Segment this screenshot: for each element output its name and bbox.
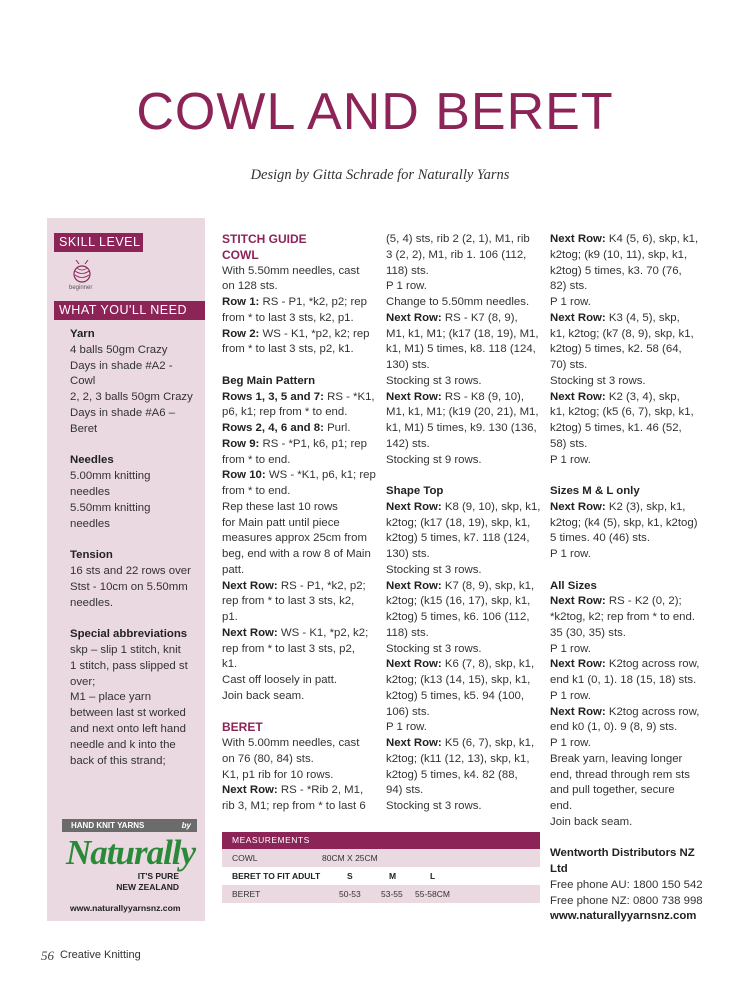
table-cell: 80CM X 25CM — [322, 853, 378, 863]
what-you-need-label: WHAT YOU'LL NEED — [54, 301, 205, 320]
beg-main-heading: Beg Main Pattern — [222, 374, 316, 387]
needles-line: needles — [70, 517, 110, 530]
row-text: K2tog across row, end k1 (0, 1). 18 (15, 18) sts. P 1 row. — [550, 658, 700, 702]
row-text: Purl. — [323, 422, 351, 434]
tension-line: 16 sts and 22 rows over — [70, 564, 191, 577]
instruction: With 5.50mm needles, cast on 128 sts. — [222, 264, 360, 293]
abbreviation-line: 1 stitch, pass slipped st — [70, 659, 188, 672]
distributor-url[interactable]: www.naturallyyarnsnz.com — [550, 910, 697, 923]
row-label: Next Row: — [550, 705, 606, 718]
row-text: K2tog across row, end k0 (1, 0). 9 (8, 9) sts. P 1 row. Break yarn, leaving longer end, thread through rem sts and pull together, secure end. Join back seam. — [550, 705, 700, 828]
table-row — [222, 849, 540, 867]
abbreviation-line: M1 – place yarn — [70, 691, 152, 704]
row-label: Next Row: — [550, 311, 606, 324]
instruction — [550, 311, 710, 390]
instruction — [386, 579, 546, 658]
abbreviation-line: and next onto left hand — [70, 722, 186, 735]
skill-level-icon-label: beginner — [69, 285, 93, 291]
distributor-name: Wentworth Distributors NZ Ltd — [550, 847, 695, 875]
logo-tagline — [116, 871, 179, 893]
row-label: Row 9: — [222, 437, 260, 450]
instruction — [222, 295, 382, 327]
row-label: Next Row: — [386, 500, 442, 513]
row-label: Next Row: — [550, 233, 606, 245]
instruction — [386, 390, 546, 469]
pattern-column-3 — [550, 232, 710, 925]
shape-top-heading: Shape Top — [386, 485, 444, 497]
table-row — [222, 867, 540, 885]
row-text: K3 (4, 5), skp, k1, k2tog; (k7 (8, 9), skp, k1, k2tog) 5 times, k2. 58 (64, 70) sts. Stocking st 3 rows. — [550, 311, 694, 387]
needles-heading: Needles — [70, 454, 114, 467]
designer-byline: Design by Gitta Schrade for Naturally Yarns — [250, 167, 510, 183]
table-cell: BERET TO FIT ADULT — [232, 871, 321, 881]
abbreviation-line: over; — [70, 675, 96, 688]
yarn-line: Days in shade #A2 - — [70, 359, 173, 372]
row-text: RS - P1, *k2, p2; rep from * to last 3 sts, k2, p1. — [222, 296, 367, 324]
page-title: COWL AND BERET — [136, 83, 614, 141]
row-text: K6 (7, 8), skp, k1, k2tog; (k13 (14, 15), skp, k1, k2tog) 5 times, k5. 94 (100, 106) sts. P 1 row. — [386, 658, 535, 734]
row-text: RS - *Rib 2, M1, rib 3, M1; rep from * to last 6 — [222, 784, 366, 812]
table-row — [222, 885, 540, 903]
stitch-guide-heading: STITCH GUIDE — [222, 232, 307, 246]
row-label: Next Row: — [550, 658, 606, 671]
yarn-line: Beret — [70, 422, 98, 435]
row-text: RS - P1, *k2, p2; rep from * to last 3 sts, k2, p1. — [222, 579, 366, 623]
instruction — [386, 736, 546, 815]
row-label: Next Row: — [222, 626, 278, 639]
instruction — [550, 390, 710, 469]
row-label: Next Row: — [550, 500, 606, 513]
instruction — [386, 311, 546, 390]
needles-line: 5.50mm knitting — [70, 501, 151, 514]
row-label: Rows 1, 3, 5 and 7: — [222, 390, 324, 403]
row-text: WS - K1, *p2, k2; rep from * to last 3 sts, p2, k1. — [222, 626, 369, 671]
pattern-column-2 — [386, 232, 546, 815]
row-label: Next Row: — [386, 737, 442, 749]
phone-au: Free phone AU: 1800 150 542 — [550, 878, 703, 891]
logo-tagline-line: IT'S PURE — [137, 871, 179, 881]
table-cell: S — [347, 871, 353, 881]
row-text: WS - *K1, p6, k1; rep from * to end. — [222, 469, 376, 497]
row-text: WS - K1, *p2, k2; rep from * to last 3 sts, p2, k1. — [222, 327, 370, 356]
instruction — [222, 437, 382, 469]
instruction — [222, 579, 382, 626]
instruction — [222, 783, 382, 815]
row-label: Rows 2, 4, 6 and 8: — [222, 422, 324, 434]
needles-line: 5.00mm knitting — [70, 470, 151, 483]
row-label: Next Row: — [386, 390, 442, 403]
row-text: K8 (9, 10), skp, k1, k2tog; (k17 (18, 19), skp, k1, k2tog) 5 times, k7. 118 (124, 130) sts. Stocking st 3 rows. — [386, 500, 541, 576]
table-cell: 55-58CM — [415, 889, 450, 899]
logo-url: www.naturallyyarnsnz.com — [70, 903, 181, 913]
table-cell: COWL — [232, 853, 258, 863]
sidebar — [47, 218, 205, 921]
magazine-name: Creative Knitting — [60, 949, 141, 961]
instruction — [222, 468, 382, 500]
yarn-line: Days in shade #A6 – — [70, 406, 176, 419]
naturally-logo — [62, 819, 197, 919]
yarn-heading: Yarn — [70, 328, 95, 340]
row-text: K4 (5, 6), skp, k1, k2tog; (k9 (10, 11), skp, k1, k2tog) 5 times, k3. 70 (76, 82) sts. P 1 row. — [550, 233, 699, 308]
row-label: Row 1: — [222, 296, 260, 308]
instruction — [550, 657, 710, 704]
row-label: Row 10: — [222, 469, 266, 482]
measurements-table — [222, 832, 540, 903]
abbreviation-line: skp – slip 1 stitch, knit — [70, 643, 181, 656]
abbreviation-line: needle and k into the — [70, 738, 176, 751]
abbreviation-line: back of this strand; — [70, 754, 166, 767]
abbreviation-line: between last st worked — [70, 707, 186, 720]
instruction — [550, 232, 710, 311]
pattern-column-1 — [222, 232, 382, 815]
instruction — [222, 626, 382, 673]
row-text: RS - K7 (8, 9), M1, k1, M1; (k17 (18, 19), M1, k1, M1) 5 times, k8. 118 (124, 130) sts. Stocking st 3 rows. — [386, 311, 539, 387]
row-label: Next Row: — [386, 579, 442, 592]
yarn-line: 4 balls 50gm Crazy — [70, 343, 168, 356]
logo-bar-text: HAND KNIT YARNS — [71, 821, 145, 830]
row-text: K2 (3, 4), skp, k1, k2tog; (k5 (6, 7), skp, k1, k2tog) 5 times, k1. 46 (52, 58) sts. P 1 row. — [550, 390, 694, 466]
row-label: Next Row: — [550, 390, 606, 403]
instruction: Rep these last 10 rows for Main patt until piece measures approx 25cm from beg, end with a row 8 of Main patt. — [222, 500, 371, 576]
yarn-line: Cowl — [70, 375, 96, 388]
instruction — [222, 390, 382, 422]
instruction — [550, 500, 710, 563]
row-label: Row 2: — [222, 327, 260, 340]
row-text: RS - *P1, k6, p1; rep from * to end. — [222, 437, 367, 466]
row-label: Next Row: — [222, 784, 278, 797]
row-text: RS - K8 (9, 10), M1, k1, M1; (k19 (20, 21), M1, k1, M1) 5 times, k9. 130 (136, 142) sts. Stocking st 9 rows. — [386, 390, 539, 466]
instruction — [386, 500, 546, 579]
row-text: K2 (3), skp, k1, k2tog; (k4 (5), skp, k1, k2tog) 5 times. 40 (46) sts. P 1 row. — [550, 500, 698, 560]
logo-wordmark: Naturally — [66, 833, 196, 872]
needles-line: needles — [70, 485, 110, 498]
instruction — [550, 705, 710, 831]
skill-level-label: SKILL LEVEL — [54, 233, 143, 252]
abbreviations-heading: Special abbreviations — [70, 628, 188, 641]
instruction — [222, 327, 382, 359]
all-sizes-heading: All Sizes — [550, 579, 597, 592]
tension-heading: Tension — [70, 549, 113, 562]
instruction — [386, 657, 546, 736]
table-cell: 50-53 — [339, 889, 361, 899]
instruction — [550, 594, 710, 657]
page-number: 56 — [41, 948, 54, 963]
tension-line: needles. — [70, 596, 114, 609]
row-label: Next Row: — [386, 658, 442, 671]
row-label: Next Row: — [386, 311, 442, 324]
row-text: K7 (8, 9), skp, k1, k2tog; (k15 (16, 17), skp, k1, k2tog) 5 times, k6. 106 (112, 118) sts. Stocking st 3 rows. — [386, 579, 535, 655]
instruction: Cast off loosely in patt. Join back seam. — [222, 674, 338, 702]
row-text: K5 (6, 7), skp, k1, k2tog; (k11 (12, 13), skp, k1, k2tog) 5 times, k4. 82 (88, 94) sts. Stocking st 3 rows. — [386, 737, 535, 812]
table-cell: L — [430, 871, 436, 881]
row-label: Next Row: — [222, 579, 278, 592]
instruction: (5, 4) sts, rib 2 (2, 1), M1, rib 3 (2, 2), M1, rib 1. 106 (112, 118) sts. P 1 row. Change to 5.50mm needles. — [386, 233, 530, 308]
table-cell: M — [389, 871, 397, 881]
tension-line: Stst - 10cm on 5.50mm — [70, 580, 188, 593]
logo-by-text: by — [181, 821, 191, 830]
materials-list — [70, 327, 200, 769]
phone-nz: Free phone NZ: 0800 738 998 — [550, 894, 703, 907]
sizes-ml-heading: Sizes M & L only — [550, 485, 640, 497]
cowl-heading: COWL — [222, 247, 259, 262]
logo-bar — [62, 819, 197, 832]
row-text: RS - K2 (0, 2); *k2tog, k2; rep from * to end. 35 (30, 35) sts. P 1 row. — [550, 595, 695, 655]
table-cell: BERET — [232, 889, 261, 899]
yarn-line: 2, 2, 3 balls 50gm Crazy — [70, 391, 193, 404]
instruction: With 5.00mm needles, cast on 76 (80, 84) sts. K1, p1 rib for 10 rows. — [222, 737, 360, 781]
row-label: Next Row: — [550, 595, 606, 608]
table-cell: 53-55 — [381, 889, 403, 899]
beret-heading: BERET — [222, 720, 263, 735]
row-text: RS - *K1, p6, k1; rep from * to end. — [222, 390, 375, 419]
instruction — [222, 421, 382, 437]
measurements-header: MEASUREMENTS — [222, 832, 540, 849]
logo-tagline-line: NEW ZEALAND — [116, 882, 179, 892]
